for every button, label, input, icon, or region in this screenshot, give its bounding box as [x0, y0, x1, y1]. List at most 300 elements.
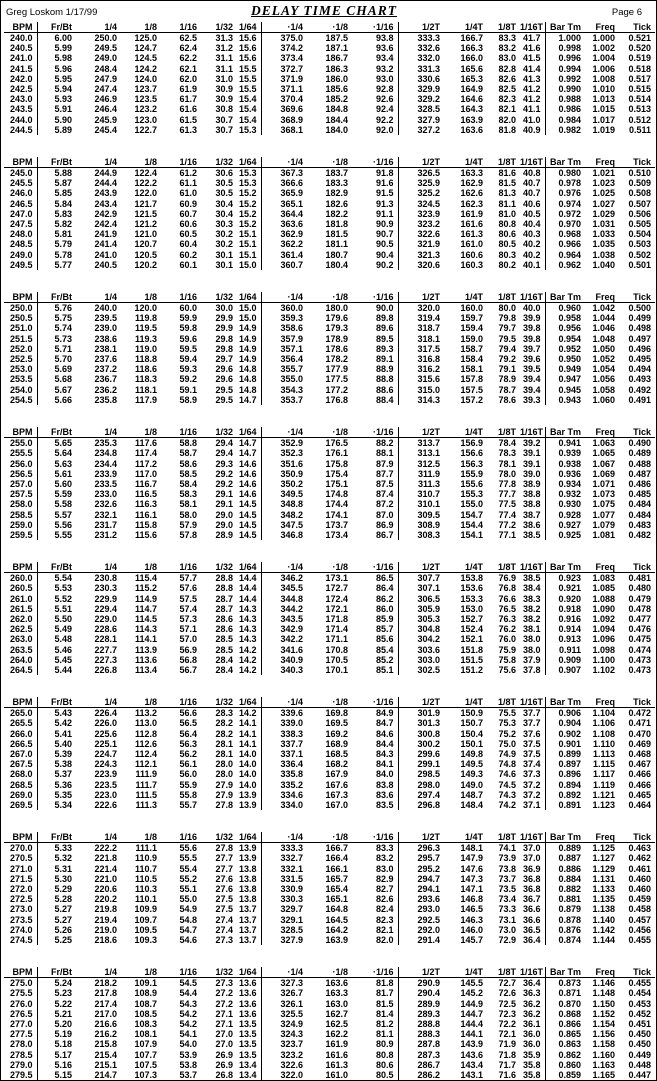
- cell-freq: 1.067: [592, 458, 615, 469]
- cell-dotted-quarter: 324.3: [261, 1029, 307, 1039]
- cell-quarter-triplet: 147.9: [460, 853, 483, 864]
- cell-thirty-second: 28.5: [215, 644, 233, 655]
- cell-eighth-triplet: 73.7: [498, 873, 516, 884]
- cell-quarter: 249.0: [94, 53, 117, 64]
- cell-quarter: 229.9: [94, 593, 117, 604]
- cell-dotted-quarter: 344.2: [261, 604, 307, 614]
- cell-half-triplet: 326.5: [398, 168, 444, 179]
- cell-eighth-triplet: 72.7: [498, 978, 516, 989]
- cell-bpm: 257.5: [9, 489, 33, 500]
- cell-sixteenth: 59.4: [179, 354, 197, 365]
- cell-half-triplet: 295.2: [398, 864, 444, 874]
- cell-fr-bt: 5.54: [37, 573, 76, 584]
- cell-tick: 0.513: [628, 104, 651, 115]
- cell-bar-time: 0.938: [545, 459, 585, 469]
- cell-dotted-quarter: 325.5: [261, 1009, 307, 1019]
- cell-sixteenth: 58.5: [179, 468, 197, 479]
- cell-sixteenth: 60.4: [179, 239, 197, 250]
- cell-bar-time: 0.899: [545, 749, 585, 759]
- cell-sixteenth: 54.8: [179, 914, 197, 925]
- cell-bar-time: 0.998: [545, 43, 585, 53]
- cell-thirty-second: 28.4: [215, 654, 233, 665]
- cell-eighth-triplet: 81.8: [498, 124, 516, 135]
- column-header-dotted-sixteenth: ·1/16: [352, 832, 398, 843]
- cell-freq: 1.013: [592, 94, 615, 105]
- cell-eighth-triplet: 79.1: [498, 364, 516, 375]
- cell-thirty-second: 27.8: [215, 799, 233, 810]
- cell-quarter: 217.0: [94, 1008, 117, 1019]
- cell-quarter-triplet: 145.2: [460, 988, 483, 999]
- cell-bar-time: 0.879: [545, 904, 585, 914]
- cell-eighth-triplet: 81.3: [498, 188, 516, 199]
- cell-bar-time: 0.878: [545, 915, 585, 925]
- cell-thirty-second: 27.9: [215, 789, 233, 800]
- cell-eighth-triplet: 83.0: [498, 53, 516, 64]
- cell-tick: 0.486: [628, 478, 651, 489]
- cell-freq: 1.131: [592, 873, 615, 884]
- table-row: [4, 573, 655, 584]
- cell-dotted-eighth: 162.7: [325, 1008, 348, 1019]
- cell-quarter-triplet: 159.7: [460, 313, 483, 324]
- cell-half-triplet: 320.0: [398, 303, 444, 314]
- cell-dotted-sixteenth: 80.5: [375, 1070, 394, 1081]
- table-row: [4, 583, 655, 593]
- cell-dotted-sixteenth: 84.0: [375, 769, 394, 780]
- cell-dotted-eighth: 176.8: [325, 394, 348, 405]
- cell-eighth: 110.3: [134, 884, 157, 894]
- cell-dotted-sixteenth: 85.7: [375, 624, 394, 635]
- cell-freq: 1.052: [592, 354, 615, 365]
- cell-sixteenth: 58.3: [179, 489, 197, 500]
- cell-dotted-eighth: 187.5: [325, 33, 348, 43]
- column-header-freq: Freq: [585, 427, 619, 438]
- table-row: [4, 1050, 655, 1060]
- cell-bpm: 257.0: [9, 478, 33, 489]
- cell-fr-bt: 5.95: [37, 74, 76, 84]
- cell-tick: 0.498: [628, 323, 651, 334]
- cell-eighth: 116.3: [134, 499, 157, 510]
- cell-eighth: 119.5: [134, 323, 157, 334]
- cell-sixty-fourth: 14.2: [238, 708, 257, 719]
- column-header-eighth: 1/8: [121, 562, 161, 573]
- cell-thirty-second: 31.1: [215, 53, 233, 64]
- cell-eighth-triplet: 79.5: [498, 333, 516, 344]
- cell-quarter: 233.5: [94, 478, 117, 489]
- cell-eighth-triplet: 82.5: [498, 84, 516, 95]
- cell-sixteenth: 58.8: [179, 438, 197, 449]
- cell-freq: 1.085: [592, 583, 615, 594]
- cell-bar-time: 0.892: [545, 790, 585, 800]
- cell-dotted-quarter: 363.6: [261, 219, 307, 229]
- cell-bpm: 268.5: [9, 779, 33, 790]
- column-header-eighth: 1/8: [121, 967, 161, 978]
- cell-sixteenth: 58.9: [179, 394, 197, 405]
- cell-thirty-second: 30.9: [215, 94, 233, 105]
- cell-dotted-quarter: 366.6: [261, 178, 307, 188]
- cell-dotted-eighth: 186.3: [325, 63, 348, 74]
- cell-half-triplet: 299.6: [398, 749, 444, 759]
- cell-eighth-triplet: 71.9: [498, 1039, 516, 1050]
- cell-eighth-triplet: 73.9: [498, 853, 516, 864]
- cell-tick: 0.481: [628, 573, 651, 584]
- cell-dotted-sixteenth: 82.3: [375, 914, 394, 925]
- cell-sixteenth: 55.6: [179, 843, 197, 854]
- cell-dotted-sixteenth: 81.4: [375, 1008, 394, 1019]
- cell-thirty-second: 30.1: [215, 259, 233, 270]
- table-row: [4, 303, 655, 314]
- cell-dotted-quarter: 371.1: [261, 84, 307, 94]
- cell-eighth: 116.5: [134, 489, 157, 500]
- cell-freq: 1.035: [592, 239, 615, 250]
- cell-dotted-quarter: 346.8: [261, 530, 307, 540]
- table-row: [4, 1060, 655, 1070]
- cell-dotted-quarter: 360.7: [261, 260, 307, 270]
- cell-freq: 1.021: [592, 168, 615, 179]
- cell-freq: 1.129: [592, 863, 615, 874]
- cell-sixty-fourth: 13.7: [238, 924, 257, 935]
- cell-dotted-quarter: 370.4: [261, 94, 307, 104]
- cell-freq: 1.138: [592, 904, 615, 915]
- cell-eighth: 123.5: [134, 94, 157, 105]
- cell-eighth: 107.3: [134, 1070, 157, 1081]
- cell-dotted-eighth: 181.8: [325, 219, 348, 230]
- column-header-sixteenth: 1/16: [161, 22, 201, 33]
- cell-sixteenth: 57.1: [179, 624, 197, 635]
- cell-quarter-triplet: 146.8: [460, 894, 483, 905]
- cell-sixty-fourth: 13.6: [238, 988, 257, 999]
- column-header-dotted-sixteenth: ·1/16: [352, 157, 398, 168]
- table-row: [4, 178, 655, 188]
- cell-eighth-triplet: 72.3: [498, 1008, 516, 1019]
- cell-tick: 0.508: [628, 188, 651, 199]
- cell-bar-time: 0.972: [545, 209, 585, 219]
- cell-sixteenth: 60.1: [179, 259, 197, 270]
- cell-sixty-fourth: 15.5: [238, 73, 257, 84]
- cell-tick: 0.499: [628, 313, 651, 324]
- cell-dotted-sixteenth: 82.7: [375, 884, 394, 894]
- column-header-thirty-second: 1/32: [201, 157, 237, 168]
- cell-quarter: 243.4: [94, 198, 117, 209]
- table-row: [4, 74, 655, 84]
- cell-half-triplet: 322.6: [398, 229, 444, 239]
- cell-tick: 0.455: [628, 978, 651, 989]
- cell-dotted-quarter: 356.4: [261, 354, 307, 364]
- cell-dotted-sixteenth: 93.2: [375, 63, 394, 74]
- cell-bpm: 274.5: [9, 935, 33, 946]
- cell-bpm: 246.5: [9, 198, 33, 209]
- cell-quarter-triplet: 153.0: [460, 603, 483, 614]
- cell-thirty-second: 28.0: [215, 769, 233, 780]
- cell-sixteenth-triplet: 36.9: [522, 863, 541, 874]
- cell-dotted-sixteenth: 92.2: [375, 114, 394, 125]
- cell-quarter-triplet: 143.9: [460, 1039, 483, 1050]
- cell-sixty-fourth: 15.2: [238, 219, 257, 230]
- cell-sixty-fourth: 13.7: [238, 904, 257, 915]
- cell-thirty-second: 27.3: [215, 935, 233, 946]
- cell-freq: 1.092: [592, 613, 615, 624]
- cell-half-triplet: 318.7: [398, 323, 444, 333]
- cell-sixty-fourth: 15.2: [238, 188, 257, 199]
- cell-fr-bt: 5.96: [37, 64, 76, 74]
- column-header-bpm: BPM: [4, 832, 37, 843]
- cell-bar-time: 0.901: [545, 739, 585, 749]
- cell-sixty-fourth: 14.0: [238, 779, 257, 790]
- column-header-quarter: 1/4: [76, 562, 121, 573]
- cell-sixteenth: 60.9: [179, 198, 197, 209]
- cell-eighth: 115.2: [134, 583, 157, 594]
- table-row: [4, 344, 655, 354]
- cell-bar-time: 0.921: [545, 583, 585, 593]
- cell-tick: 0.449: [628, 1049, 651, 1060]
- cell-eighth-triplet: 78.1: [498, 458, 516, 469]
- cell-sixty-fourth: 14.3: [238, 603, 257, 614]
- cell-freq: 1.148: [592, 988, 615, 999]
- cell-fr-bt: 5.15: [37, 1070, 76, 1080]
- cell-sixteenth-triplet: 39.7: [522, 343, 541, 354]
- cell-bpm: 273.0: [9, 904, 33, 915]
- cell-quarter: 228.6: [94, 624, 117, 635]
- cell-half-triplet: 299.1: [398, 759, 444, 769]
- cell-dotted-sixteenth: 88.4: [375, 394, 394, 405]
- cell-sixteenth: 61.5: [179, 114, 197, 125]
- cell-half-triplet: 301.3: [398, 718, 444, 728]
- cell-dotted-eighth: 164.5: [325, 914, 348, 925]
- cell-fr-bt: 5.26: [37, 925, 76, 935]
- cell-half-triplet: 301.9: [398, 708, 444, 719]
- column-header-quarter: 1/4: [76, 157, 121, 168]
- cell-bar-time: 0.886: [545, 864, 585, 874]
- cell-sixteenth-triplet: 37.0: [522, 843, 541, 854]
- cell-freq: 1.042: [592, 303, 615, 314]
- cell-dotted-eighth: 170.1: [325, 664, 348, 675]
- cell-eighth-triplet: 78.4: [498, 438, 516, 449]
- cell-half-triplet: 306.5: [398, 594, 444, 604]
- cell-dotted-eighth: 161.9: [325, 1039, 348, 1050]
- column-header-quarter: 1/4: [76, 22, 121, 33]
- cell-dotted-quarter: 353.7: [261, 395, 307, 405]
- cell-eighth: 125.0: [134, 33, 157, 43]
- cell-dotted-quarter: 322.0: [261, 1070, 307, 1080]
- column-header-sixteenth: 1/16: [161, 832, 201, 843]
- cell-sixteenth-triplet: 38.5: [522, 529, 541, 540]
- cell-sixteenth-triplet: 38.9: [522, 478, 541, 489]
- cell-half-triplet: 321.9: [398, 239, 444, 249]
- cell-freq: 1.081: [592, 529, 615, 540]
- cell-bpm: 258.0: [9, 499, 33, 510]
- cell-dotted-quarter: 334.0: [261, 800, 307, 810]
- cell-quarter: 227.3: [94, 654, 117, 665]
- cell-freq: 1.079: [592, 519, 615, 530]
- cell-sixteenth-triplet: 38.0: [522, 644, 541, 655]
- cell-fr-bt: 5.57: [37, 510, 76, 520]
- cell-sixteenth: 60.5: [179, 229, 197, 240]
- table-row: [4, 323, 655, 333]
- cell-sixteenth-triplet: 39.4: [522, 384, 541, 395]
- column-header-tick: Tick: [619, 967, 655, 978]
- cell-half-triplet: 327.9: [398, 115, 444, 125]
- cell-bpm: 256.0: [9, 458, 33, 469]
- cell-dotted-quarter: 339.6: [261, 708, 307, 719]
- cell-dotted-quarter: 361.4: [261, 250, 307, 260]
- cell-dotted-quarter: 338.3: [261, 729, 307, 739]
- cell-thirty-second: 26.9: [215, 1059, 233, 1070]
- cell-dotted-sixteenth: 84.6: [375, 728, 394, 739]
- cell-eighth-triplet: 77.7: [498, 489, 516, 500]
- table-row: [4, 395, 655, 405]
- cell-bpm: 278.5: [9, 1049, 33, 1060]
- cell-quarter: 239.0: [94, 323, 117, 334]
- cell-bpm: 279.0: [9, 1059, 33, 1070]
- cell-fr-bt: 5.68: [37, 374, 76, 384]
- cell-bpm: 252.0: [9, 343, 33, 354]
- cell-tick: 0.476: [628, 624, 651, 635]
- table-row: [4, 634, 655, 644]
- column-header-bar-time: Bar Tm: [545, 292, 585, 303]
- cell-dotted-sixteenth: 85.9: [375, 613, 394, 624]
- cell-eighth: 112.8: [134, 728, 157, 739]
- cell-bar-time: 0.936: [545, 469, 585, 479]
- cell-bar-time: 0.934: [545, 479, 585, 489]
- cell-dotted-sixteenth: 85.2: [375, 654, 394, 665]
- cell-tick: 0.479: [628, 593, 651, 604]
- cell-thirty-second: 29.1: [215, 489, 233, 500]
- cell-sixteenth-triplet: 36.2: [522, 998, 541, 1009]
- cell-tick: 0.467: [628, 759, 651, 770]
- cell-sixteenth-triplet: 41.2: [522, 94, 541, 105]
- cell-freq: 1.094: [592, 624, 615, 635]
- cell-quarter-triplet: 154.1: [460, 529, 483, 540]
- cell-dotted-quarter: 334.6: [261, 790, 307, 800]
- cell-dotted-quarter: 332.1: [261, 864, 307, 874]
- cell-tick: 0.519: [628, 53, 651, 64]
- cell-dotted-eighth: 172.4: [325, 593, 348, 604]
- cell-eighth-triplet: 71.7: [498, 1059, 516, 1070]
- cell-bpm: 271.5: [9, 873, 33, 884]
- table-row: [4, 115, 655, 125]
- cell-eighth: 110.9: [134, 853, 157, 864]
- cell-dotted-quarter: 355.0: [261, 374, 307, 384]
- cell-quarter: 240.5: [94, 259, 117, 270]
- cell-sixty-fourth: 14.1: [238, 718, 257, 729]
- cell-fr-bt: 5.94: [37, 84, 76, 94]
- cell-sixteenth-triplet: 37.5: [522, 748, 541, 759]
- cell-quarter-triplet: 151.8: [460, 644, 483, 655]
- cell-thirty-second: 27.0: [215, 1039, 233, 1050]
- cell-dotted-quarter: 339.0: [261, 718, 307, 728]
- cell-bar-time: 0.984: [545, 115, 585, 125]
- cell-fr-bt: 5.51: [37, 604, 76, 614]
- cell-eighth-triplet: 80.3: [498, 249, 516, 260]
- cell-dotted-eighth: 178.2: [325, 354, 348, 365]
- table-row: [4, 260, 655, 270]
- cell-tick: 0.482: [628, 529, 651, 540]
- cell-tick: 0.503: [628, 239, 651, 250]
- cell-quarter: 240.0: [94, 303, 117, 314]
- cell-dotted-eighth: 167.6: [325, 779, 348, 790]
- cell-quarter: 241.4: [94, 239, 117, 250]
- cell-thirty-second: 27.4: [215, 914, 233, 925]
- cell-eighth: 123.2: [134, 104, 157, 115]
- cell-sixteenth-triplet: 41.1: [522, 104, 541, 115]
- cell-quarter: 246.9: [94, 94, 117, 105]
- cell-fr-bt: 5.58: [37, 499, 76, 509]
- table-row: [4, 168, 655, 179]
- cell-bar-time: 0.943: [545, 395, 585, 405]
- cell-half-triplet: 317.5: [398, 344, 444, 354]
- cell-dotted-sixteenth: 84.4: [375, 738, 394, 749]
- cell-quarter: 237.6: [94, 354, 117, 365]
- cell-fr-bt: 5.42: [37, 718, 76, 728]
- cell-eighth: 110.1: [134, 894, 157, 905]
- column-header-eighth-triplet: 1/8T: [487, 22, 520, 33]
- cell-thirty-second: 28.7: [215, 603, 233, 614]
- cell-bpm: 247.5: [9, 219, 33, 230]
- cell-sixteenth: 54.7: [179, 924, 197, 935]
- cell-tick: 0.484: [628, 509, 651, 520]
- cell-sixty-fourth: 14.8: [238, 384, 257, 395]
- table-row: [4, 614, 655, 624]
- cell-dotted-quarter: 368.9: [261, 115, 307, 125]
- column-header-bar-time: Bar Tm: [545, 22, 585, 33]
- cell-bpm: 266.5: [9, 738, 33, 749]
- cell-quarter-triplet: 165.6: [460, 63, 483, 74]
- cell-sixteenth-triplet: 41.4: [522, 63, 541, 74]
- cell-half-triplet: 292.5: [398, 915, 444, 925]
- cell-bpm: 270.5: [9, 853, 33, 864]
- cell-sixty-fourth: 13.8: [238, 863, 257, 874]
- column-header-quarter: 1/4: [76, 832, 121, 843]
- cell-bar-time: 0.881: [545, 894, 585, 904]
- cell-bar-time: 0.911: [545, 645, 585, 655]
- column-header-fr-bt: Fr/Bt: [37, 562, 76, 573]
- cell-dotted-quarter: 365.1: [261, 199, 307, 209]
- cell-fr-bt: 5.64: [37, 448, 76, 458]
- cell-bar-time: 0.970: [545, 219, 585, 229]
- table-row: [4, 313, 655, 323]
- cell-tick: 0.469: [628, 738, 651, 749]
- cell-fr-bt: 5.50: [37, 614, 76, 624]
- cell-dotted-sixteenth: 85.4: [375, 644, 394, 655]
- cell-bpm: 265.5: [9, 718, 33, 729]
- cell-dotted-sixteenth: 82.4: [375, 904, 394, 915]
- cell-quarter-triplet: 153.8: [460, 573, 483, 584]
- cell-eighth-triplet: 82.8: [498, 63, 516, 74]
- column-header-bar-time: Bar Tm: [545, 832, 585, 843]
- cell-thirty-second: 27.2: [215, 988, 233, 999]
- cell-thirty-second: 27.8: [215, 843, 233, 854]
- cell-eighth: 109.3: [134, 935, 157, 946]
- cell-sixteenth: 62.2: [179, 53, 197, 64]
- cell-freq: 1.065: [592, 448, 615, 459]
- cell-half-triplet: 332.6: [398, 43, 444, 53]
- cell-sixteenth-triplet: 39.0: [522, 468, 541, 479]
- cell-sixty-fourth: 14.9: [238, 354, 257, 365]
- column-header-sixteenth: 1/16: [161, 697, 201, 708]
- cell-sixty-fourth: 13.7: [238, 935, 257, 946]
- cell-dotted-sixteenth: 90.2: [375, 259, 394, 270]
- cell-bar-time: 0.988: [545, 94, 585, 104]
- table-row: [4, 645, 655, 655]
- cell-bar-time: 0.863: [545, 1039, 585, 1049]
- cell-quarter: 219.0: [94, 924, 117, 935]
- cell-sixteenth: 54.6: [179, 935, 197, 946]
- cell-fr-bt: 5.23: [37, 988, 76, 998]
- delay-table-block: [4, 967, 655, 1080]
- cell-fr-bt: 6.00: [37, 33, 76, 44]
- cell-dotted-quarter: 327.3: [261, 978, 307, 989]
- cell-tick: 0.464: [628, 799, 651, 810]
- cell-tick: 0.455: [628, 935, 651, 946]
